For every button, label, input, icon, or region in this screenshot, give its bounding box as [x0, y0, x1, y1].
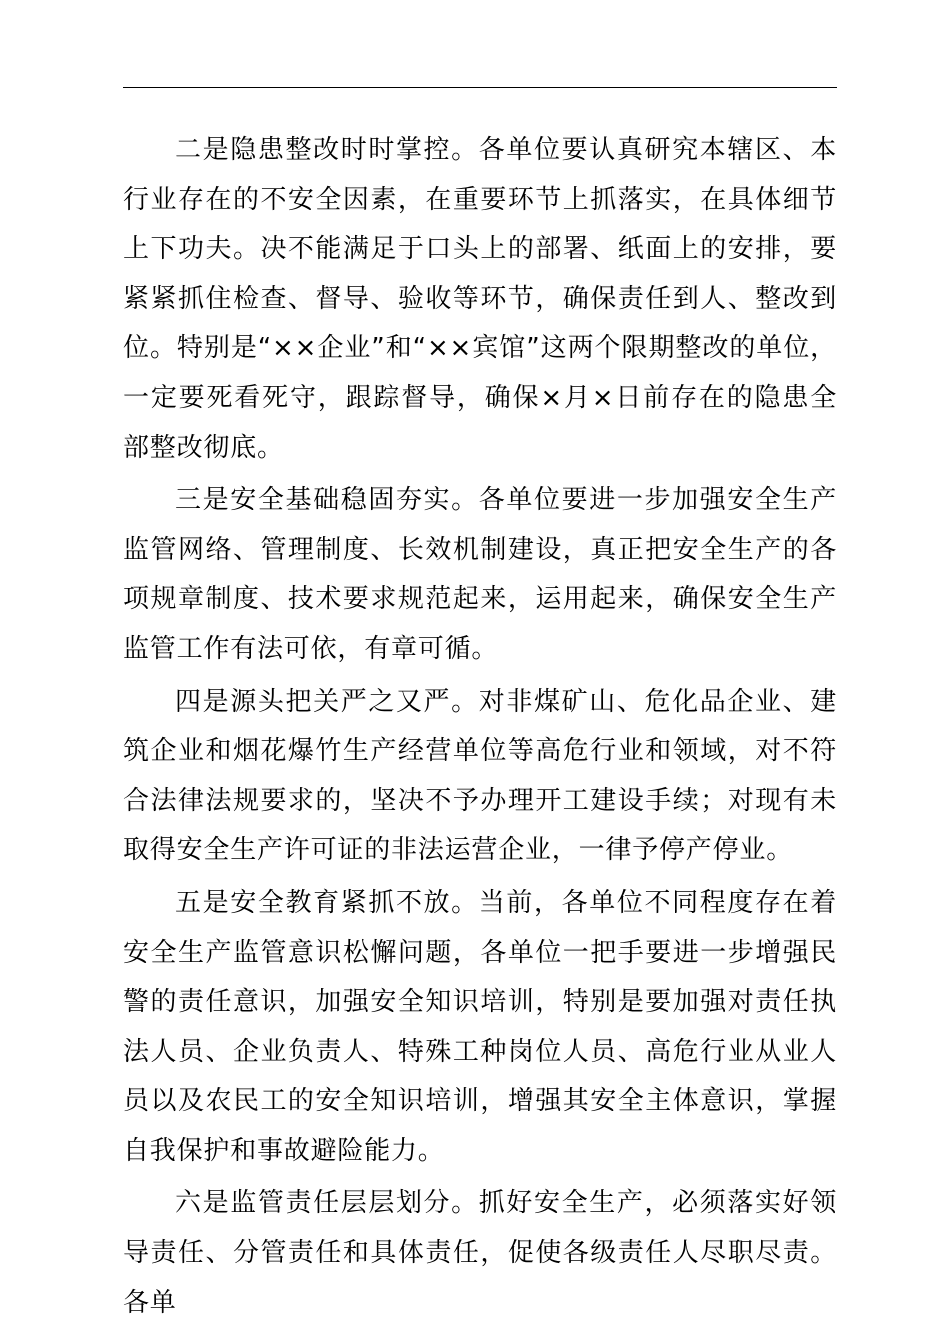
paragraph-safety-education: 五是安全教育紧抓不放。当前，各单位不同程度存在着安全生产监管意识松懈问题，各单位一把手要进一步增强民警的责任意识，加强安全知识培训，特别是要加强对责任执法人员、企业负责人、特殊工种岗位人员、高危行业从业人员以及农民工的安全知识培训，增强其安全主体意识，掌握自我保护和事故避险能力。: [123, 887, 837, 1166]
paragraph-source-control: 四是源头把关严之又严。对非煤矿山、危化品企业、建筑企业和烟花爆竹生产经营单位等高危行业和领域，对不符合法律法规要求的，坚决不予办理开工建设手续；对现有未取得安全生产许可证的非法运营企业，一律予停产停业。: [123, 686, 837, 866]
paragraph-hazard-rectification: 二是隐患整改时时掌控。各单位要认真研究本辖区、本行业存在的不安全因素，在重要环节上抓落实，在具体细节上下功夫。决不能满足于口头上的部署、纸面上的安排，要紧紧抓住检查、督导、验收等环节，确保责任到人、整改到位。特别是“××企业”和“××宾馆”这两个限期整改的单位，一定要死看死守，跟踪督导，确保×月×日前存在的隐患全部整改彻底。: [123, 135, 837, 463]
paragraph-safety-foundation: 三是安全基础稳固夯实。各单位要进一步加强安全生产监管网络、管理制度、长效机制建设，真正把安全生产的各项规章制度、技术要求规范起来，运用起来，确保安全生产监管工作有法可依，有章可循。: [123, 485, 837, 664]
document-body: [123, 126, 837, 1331]
paragraph-supervision-responsibility: 六是监管责任层层划分。抓好安全生产，必须落实好领导责任、分管责任和具体责任，促使各级责任人尽职尽责。各单: [123, 1188, 837, 1318]
header-divider: [123, 87, 837, 88]
